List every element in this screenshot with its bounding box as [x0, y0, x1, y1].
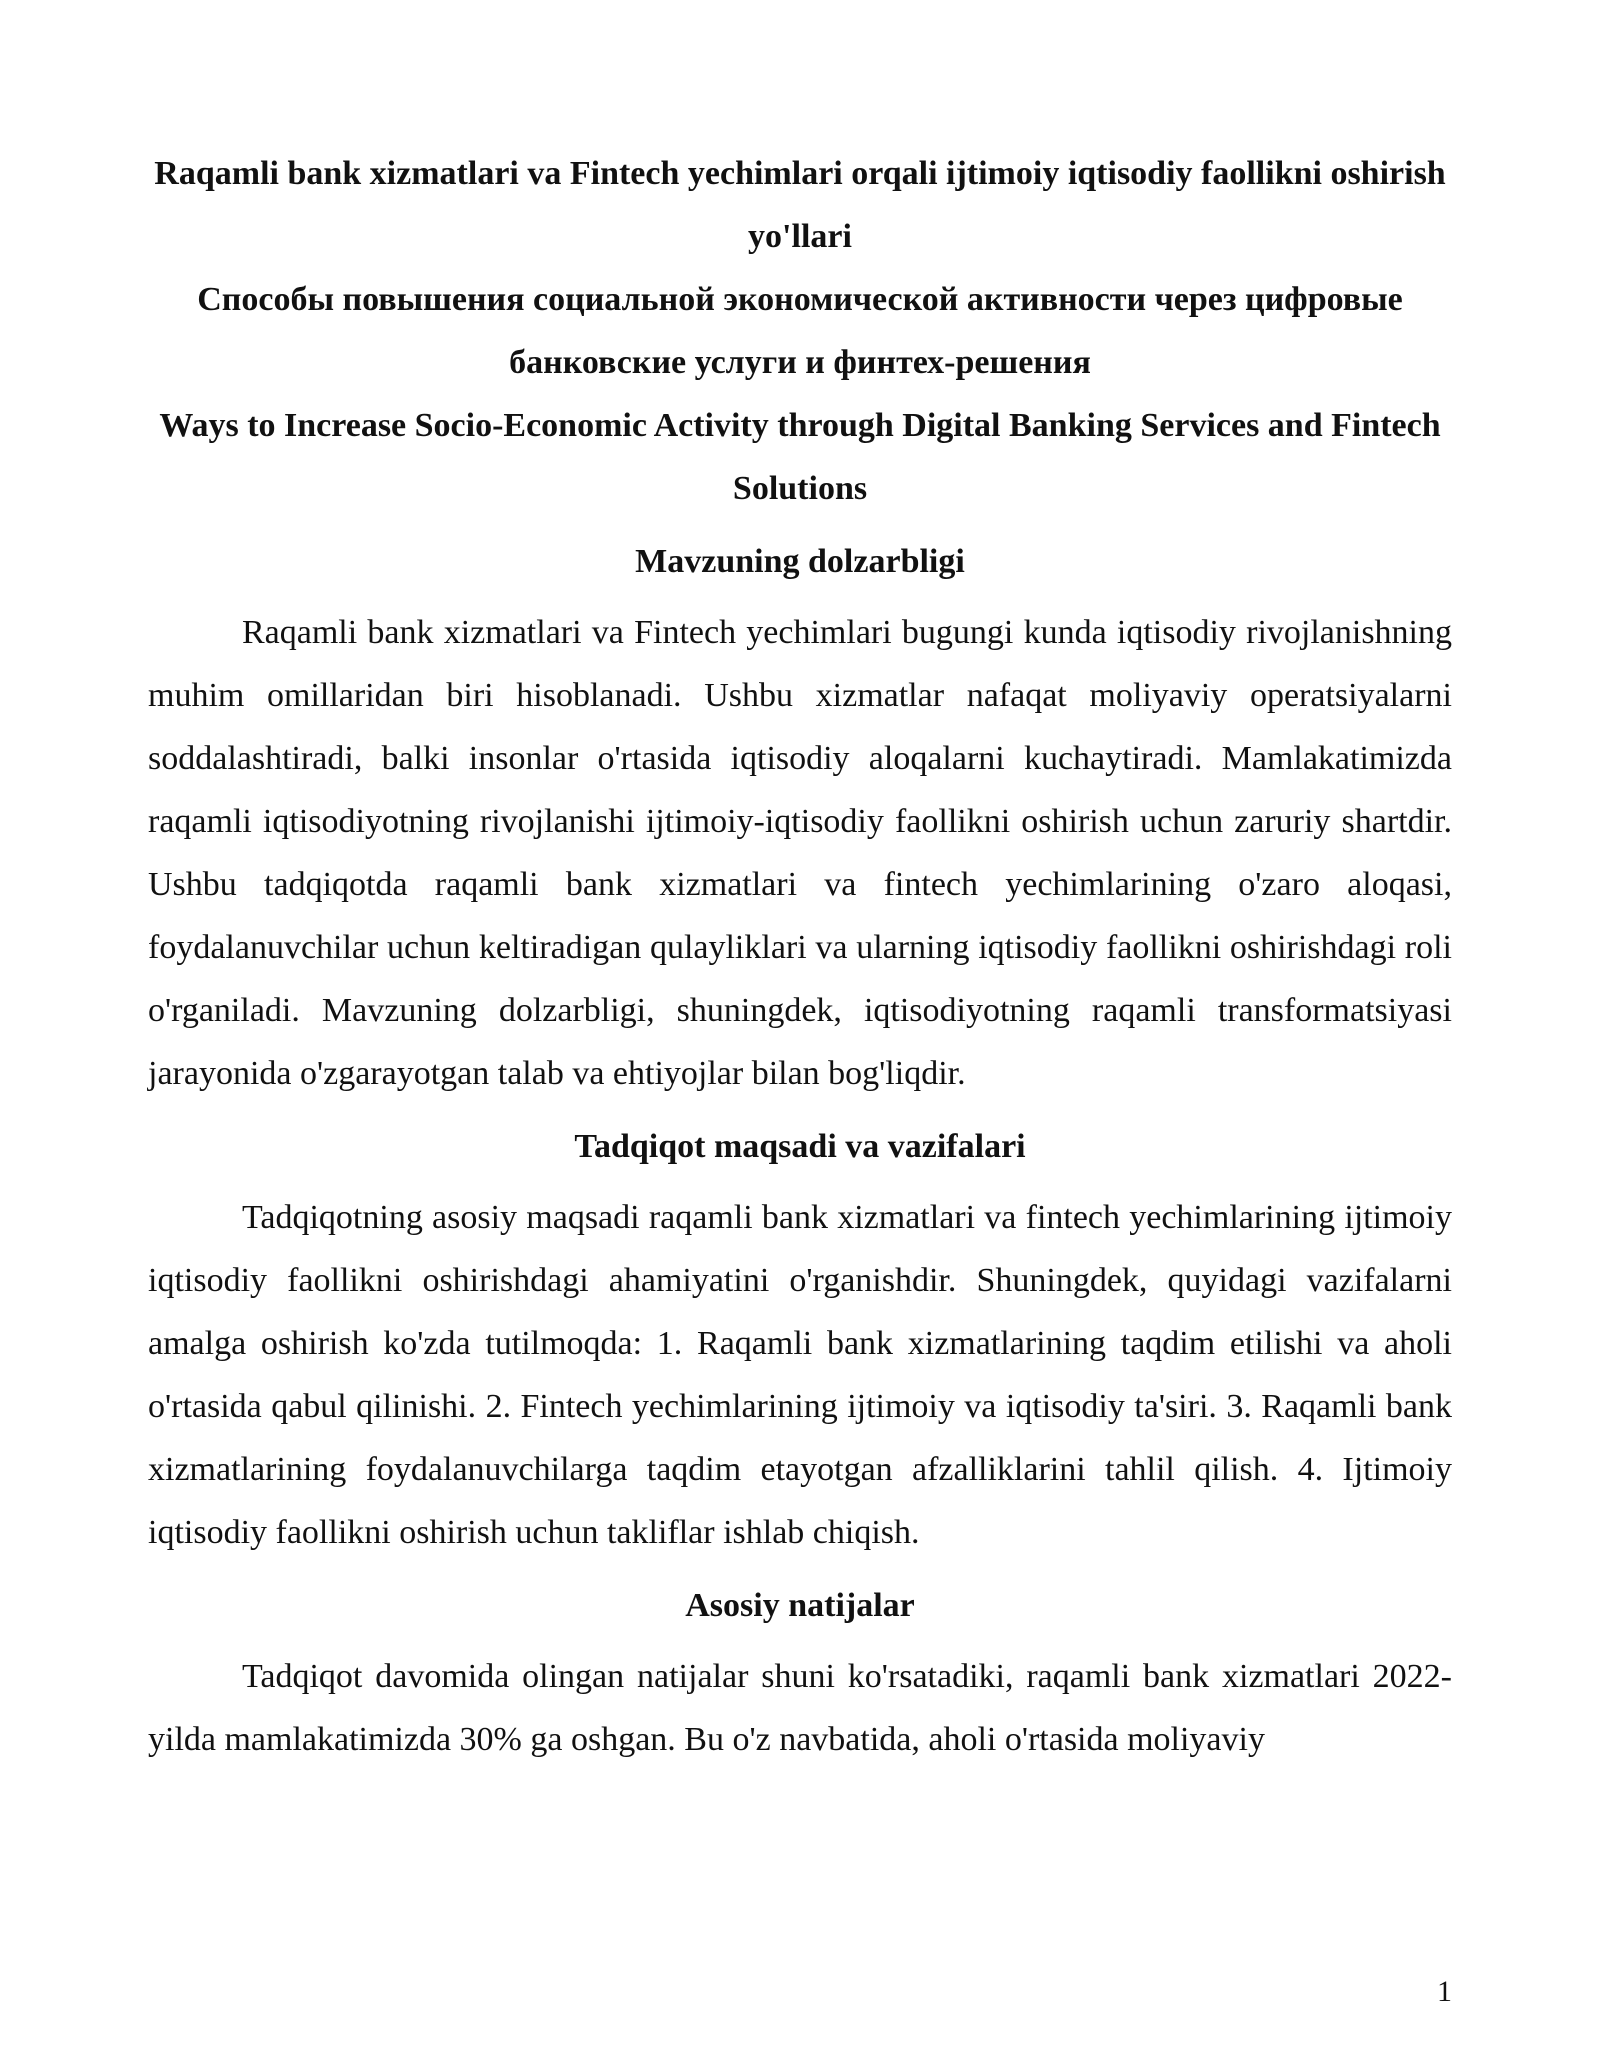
document-page [148, 142, 1452, 1771]
title-russian: Способы повышения социальной экономической активности через цифровые банковские услуги и финтех-решения [197, 281, 1403, 381]
section-heading-relevance: Mavzuning dolzarbligi [635, 543, 965, 580]
title-uzbek: Raqamli bank xizmatlari va Fintech yechimlari orqali ijtimoiy iqtisodiy faollikni oshirish yo'llari [154, 155, 1446, 255]
section-paragraph-results: Tadqiqot davomida olingan natijalar shuni ko'rsatadiki, raqamli bank xizmatlari 2022-yilda mamlakatimizda 30% ga oshgan. Bu o'z navbatida, aholi o'rtasida moliyaviy [148, 1658, 1452, 1758]
section-heading-goals: Tadqiqot maqsadi va vazifalari [574, 1128, 1026, 1165]
section-paragraph-relevance: Raqamli bank xizmatlari va Fintech yechimlari bugungi kunda iqtisodiy rivojlanishning muhim omillaridan biri hisoblanadi. Ushbu xizmatlar nafaqat moliyaviy operatsiyalarni soddalashtiradi, balki insonlar o'rtasida iqtisodiy aloqalarni kuchaytiradi. Mamlakatimizda raqamli iqtisodiyotning rivojlanishi ijtimoiy-iqtisodiy faollikni oshirish uchun zaruriy shartdir. Ushbu tadqiqotda raqamli bank xizmatlari va fintech yechimlarining o'zaro aloqasi, foydalanuvchilar uchun keltiradigan qulayliklari va ularning iqtisodiy faollikni oshirishdagi roli o'rganiladi. Mavzuning dolzarbligi, shuningdek, iqtisodiyotning raqamli transformatsiyasi jarayonida o'zgarayotgan talab va ehtiyojlar bilan bog'liqdir. [148, 614, 1452, 1092]
section-paragraph-goals: Tadqiqotning asosiy maqsadi raqamli bank xizmatlari va fintech yechimlarining ijtimoiy iqtisodiy faollikni oshirishdagi ahamiyatini o'rganishdir. Shuningdek, quyidagi vazifalarni amalga oshirish ko'zda tutilmoqda: 1. Raqamli bank xizmatlarining taqdim etilishi va aholi o'rtasida qabul qilinishi. 2. Fintech yechimlarining ijtimoiy va iqtisodiy ta'siri. 3. Raqamli bank xizmatlarining foydalanuvchilarga taqdim etayotgan afzalliklarini tahlil qilish. 4. Ijtimoiy iqtisodiy faollikni oshirish uchun takliflar ishlab chiqish. [148, 1199, 1452, 1551]
title-english: Ways to Increase Socio-Economic Activity through Digital Banking Services and Fintech Solutions [159, 407, 1441, 507]
section-heading-results: Asosiy natijalar [685, 1587, 915, 1624]
page-number: 1 [1437, 1975, 1452, 2008]
